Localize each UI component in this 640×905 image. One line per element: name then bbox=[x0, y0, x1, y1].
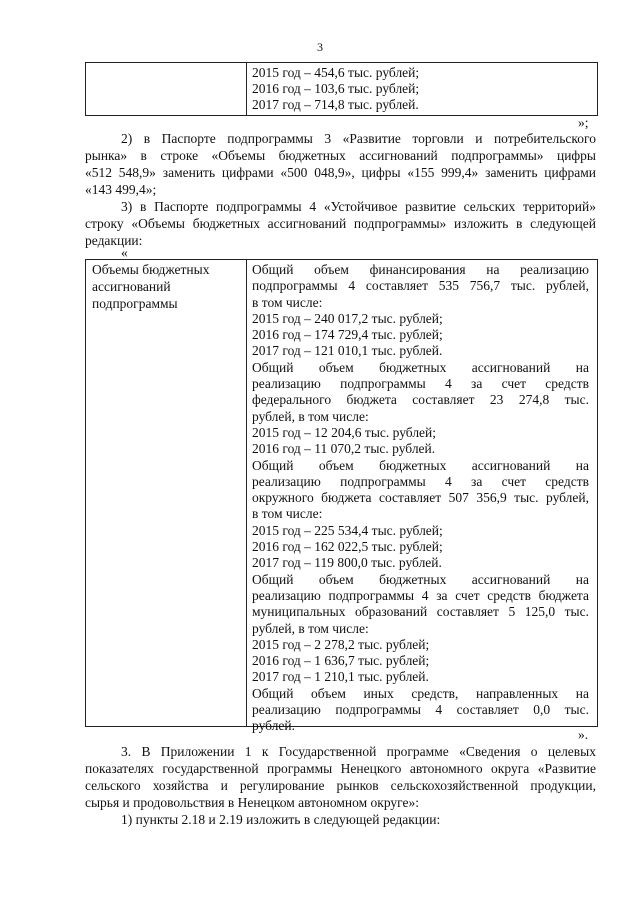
table-row: реализацию подпрограммы 4 за счет средств bbox=[252, 376, 589, 392]
table-row: в том числе: bbox=[252, 506, 323, 522]
table-column-divider bbox=[246, 260, 247, 726]
table-row: 2015 год – 454,6 тыс. рублей; bbox=[252, 65, 420, 80]
paragraph-line: сырья и продовольствия в Ненецком автономном округе»: bbox=[85, 795, 420, 810]
table-column-divider bbox=[246, 63, 247, 115]
table-row: 2017 год – 714,8 тыс. рублей. bbox=[252, 97, 419, 112]
table-row: окружного бюджета составляет 507 356,9 тыс. рублей, bbox=[252, 490, 589, 506]
table-row: 2016 год – 162 022,5 тыс. рублей; bbox=[252, 539, 443, 555]
table-row: Общий объем бюджетных ассигнований на bbox=[252, 457, 589, 473]
paragraph-line: 3. В Приложении 1 к Государственной программе «Сведения о целевых bbox=[121, 744, 596, 759]
table-row: 2015 год – 12 204,6 тыс. рублей; bbox=[252, 424, 437, 440]
table-row: 2015 год – 240 017,2 тыс. рублей; bbox=[252, 310, 443, 326]
table-label-cell: Объемы бюджетных ассигнований подпрограммы bbox=[92, 262, 210, 311]
paragraph-line: редакции: bbox=[85, 233, 143, 248]
table-row: 2016 год – 1 636,7 тыс. рублей; bbox=[252, 653, 430, 669]
budget-table bbox=[85, 259, 598, 734]
table-row: Общий объем бюджетных ассигнований на bbox=[252, 571, 589, 587]
table-row: 2017 год – 1 210,1 тыс. рублей. bbox=[252, 669, 429, 685]
page-number: 3 bbox=[317, 40, 323, 54]
table-row: реализацию подпрограммы 4 за счет средств бюджета bbox=[252, 587, 589, 603]
table-row: рублей, в том числе: bbox=[252, 408, 369, 424]
table-row: 2016 год – 103,6 тыс. рублей; bbox=[252, 81, 420, 96]
table-row: 2015 год – 225 534,4 тыс. рублей; bbox=[252, 522, 443, 538]
continuation-table bbox=[85, 62, 598, 116]
table-row: Общий объем иных средств, направленных на bbox=[252, 685, 589, 701]
table-row: реализацию подпрограммы 4 за счет средств bbox=[252, 473, 589, 489]
table-row: 2017 год – 119 800,0 тыс. рублей. bbox=[252, 555, 442, 571]
paragraph-line: 1) пункты 2.18 и 2.19 изложить в следующей редакции: bbox=[121, 812, 441, 827]
paragraph-line: показателях государственной программы Ненецкого автономного округа «Развитие bbox=[85, 761, 596, 776]
paragraph-line: «143 499,4»; bbox=[85, 182, 157, 197]
table-row: Общий объем бюджетных ассигнований на bbox=[252, 359, 589, 375]
paragraph-line: 2) в Паспорте подпрограммы 3 «Развитие торговли и потребительского bbox=[121, 131, 596, 146]
table-row: 2016 год – 11 070,2 тыс. рублей. bbox=[252, 441, 436, 457]
table-row: подпрограммы 4 составляет 535 756,7 тыс. рублей, bbox=[252, 278, 589, 294]
opening-quote: « bbox=[121, 245, 128, 260]
table-row: реализацию подпрограммы 4 составляет 0,0 тыс. bbox=[252, 702, 589, 718]
table-row: в том числе: bbox=[252, 294, 323, 310]
table-row: 2016 год – 174 729,4 тыс. рублей; bbox=[252, 327, 443, 343]
table-row: рублей, в том числе: bbox=[252, 620, 369, 636]
table-row: федерального бюджета составляет 23 274,8 тыс. bbox=[252, 392, 589, 408]
paragraph-line: рынка» в строке «Объемы бюджетных ассигнований подпрограммы» цифры bbox=[85, 148, 596, 163]
table-value-cell bbox=[252, 262, 589, 735]
table-cell-years bbox=[252, 65, 419, 113]
table-row: Общий объем финансирования на реализацию bbox=[252, 262, 589, 277]
table-row: муниципальных образований составляет 5 125,0 тыс. bbox=[252, 604, 589, 620]
paragraph-line: строку «Объемы бюджетных ассигнований подпрограммы» изложить в следующей bbox=[85, 216, 596, 231]
table-row: 2015 год – 2 278,2 тыс. рублей; bbox=[252, 636, 430, 652]
table-row: рублей. bbox=[252, 718, 296, 734]
closing-quote: »; bbox=[578, 115, 589, 130]
paragraph-line: «512 548,9» заменить цифрами «500 048,9», цифры «155 999,4» заменить цифрами bbox=[85, 165, 596, 180]
table-row: 2017 год – 121 010,1 тыс. рублей. bbox=[252, 343, 443, 359]
closing-quote: ». bbox=[578, 727, 589, 742]
paragraph-line: 3) в Паспорте подпрограммы 4 «Устойчивое развитие сельских территорий» bbox=[121, 199, 596, 214]
paragraph-line: сельского хозяйства и регулирование рынков сельскохозяйственной продукции, bbox=[85, 778, 596, 793]
